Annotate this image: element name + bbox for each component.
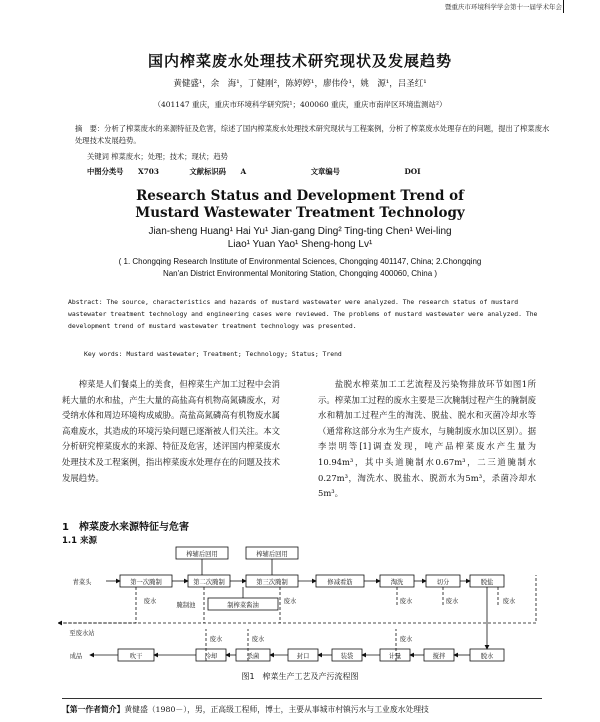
flow-waste-4: 废水	[445, 598, 459, 605]
figure-caption: 图1 榨菜生产工艺及产污流程图	[241, 672, 359, 681]
keywords-chinese: 关键词 榨菜废水；处理；技术；现状；趋势	[87, 152, 228, 161]
flow-reuse-sauce: 制榨菜酱油	[227, 602, 259, 609]
classification-row	[87, 167, 421, 177]
author-note-label: 【第一作者简介】	[62, 705, 125, 714]
flow-step-trim: 修减看筋	[327, 579, 353, 586]
affiliation-english	[0, 256, 600, 280]
flow-waste-7: 废水	[251, 636, 265, 643]
flow-waste-8: 废水	[399, 636, 413, 643]
flow-step-seal: 封口	[296, 653, 310, 660]
title-chinese: 国内榨菜废水处理技术研究现状及发展趋势	[147, 52, 452, 70]
title-english-line1: Research Status and Development Trend of	[136, 188, 464, 204]
article-number-label: 文章编号	[310, 167, 340, 176]
doc-code-label: 文献标识码	[189, 167, 226, 176]
flow-step-desalt: 脱盐	[480, 579, 494, 586]
abstract-english: Abstract: The source, characteristics and hazards of mustard wastewater were analyzed. The research status of mustard wastewater treatment technology and engineering cases were reviewed. The problems of mustard wastewater were analyzed. The development trend of mustard wastewater treatment technology was presented.	[68, 298, 538, 330]
flow-step-cut: 切分	[436, 579, 450, 586]
flow-step-raw: 青菜头	[72, 579, 92, 586]
flow-step-weigh: 计量	[388, 653, 402, 660]
flow-reuse-label-1: 榨辅后回用	[186, 551, 218, 558]
author-note	[62, 704, 547, 715]
title-english	[0, 188, 600, 222]
authors-english	[0, 225, 600, 251]
flow-step-mix: 搅拌	[432, 653, 446, 660]
conference-header: 暨重庆市环境科学学会第十一届学术年会	[445, 3, 562, 11]
clc-label: 中图分类号	[87, 167, 124, 176]
flow-waste-2: 废水	[283, 598, 297, 605]
flow-step-salt3: 第三次腌制	[256, 579, 288, 586]
authors-english-line2: Liao¹ Yuan Yao¹ Sheng-hong Lv¹	[227, 239, 373, 250]
flow-waste-6: 废水	[209, 636, 223, 643]
flow-step-wash: 淘洗	[390, 579, 404, 586]
header-rule	[563, 0, 564, 13]
footer-rule	[62, 698, 542, 699]
abstract-chinese: 摘 要：分析了榨菜废水的来源特征及危害，综述了国内榨菜废水处理技术研究现状与工程案例，分析了榨菜废水处理存在的问题，提出了榨菜废水处理技术发展趋势。	[75, 124, 550, 145]
flow-reuse-label-2: 榨辅后回用	[256, 551, 288, 558]
body-paragraph-left: 榨菜是人们餐桌上的美食，但榨菜生产加工过程中会消耗大量的水和盐，产生大量的高盐高有机物高氮磷废水，对受纳水体和周边环境构成威胁。高盐高氮磷高有机物废水属高难废水，其造成的环境污染问题已逐渐被人们关注。本文分析研究榨菜废水的来源、特征及危害，述评国内榨菜废水处理技术及工程案例，指出榨菜废水处理存在的问题及技术发展趋势。	[62, 379, 280, 483]
body-paragraph-right: 盐脱水榨菜加工工艺流程及污染物排放环节如图1所示。榨菜加工过程的废水主要是三次腌制过程产生的腌制废水和精加工过程产生的淘洗、脱盐、脱水和灭菌冷却水等（通常称这部分水为生产废水，与腌制废水加以区别）。据李崇明等[1]调查发现，吨产品榨菜废水产生量为10.94m³，其中头道腌制水0.67m³，二三道腌制水0.27m³，淘洗水、脱盐水、脱沥水为5m³，杀菌冷却水5m³。	[318, 379, 536, 499]
flow-waste-1: 废水	[143, 598, 157, 605]
flow-step-salt1: 第一次腌制	[130, 579, 162, 586]
author-note-text: 黄健盛（1980－），男，正高级工程师，博士，主要从事城市村镇污水与工业废水处理技	[124, 705, 429, 714]
flow-waste-3: 废水	[399, 598, 413, 605]
flow-step-cool: 冷却	[204, 653, 218, 660]
flow-step-dry: 吹干	[129, 653, 143, 660]
affiliation-english-line1: ( 1. Chongqing Research Institute of Environmental Sciences, Chongqing 401147, China; 2.Chongqing	[118, 257, 482, 266]
clc-value: X703	[138, 167, 159, 176]
flow-step-product: 成品	[69, 653, 83, 660]
flow-step-dewater: 脱水	[480, 653, 494, 660]
affiliation-chinese: （401147 重庆，重庆市环境科学研究院¹；400060 重庆，重庆市南岸区环境监测站²）	[153, 100, 447, 109]
authors-english-line1: Jian-sheng Huang¹ Hai Yu¹ Jian-gang Ding² Ting-ting Chen¹ Wei-ling	[148, 226, 452, 237]
flow-waste-5: 废水	[502, 598, 516, 605]
process-flow-diagram	[58, 545, 548, 667]
authors-chinese: 黄健盛¹，余 海¹，丁健刚²，陈婷婷¹，廖伟伶¹，姚 源¹，吕圣红¹	[173, 79, 427, 89]
flow-step-salt2: 第二次腌制	[193, 579, 225, 586]
doc-code-value: A	[240, 167, 247, 176]
section-heading-1: 1 榨菜废水来源特征与危害	[62, 522, 189, 533]
flow-step-sterilize: 杀菌	[246, 653, 260, 660]
doi-label: DOI	[404, 167, 421, 176]
section-heading-1-1: 1.1 来源	[62, 536, 98, 546]
flow-to-station: 至废水站	[69, 630, 95, 637]
flow-tank: 腌制池	[176, 602, 196, 609]
title-english-line2: Mustard Wastewater Treatment Technology	[135, 205, 465, 221]
affiliation-english-line2: Nan'an District Environmental Monitoring Station, Chongqing 400060, China )	[162, 269, 438, 278]
keywords-english: Key words: Mustard wastewater; Treatment; Technology; Status; Trend	[84, 350, 342, 358]
flow-step-bag: 装袋	[340, 653, 354, 660]
